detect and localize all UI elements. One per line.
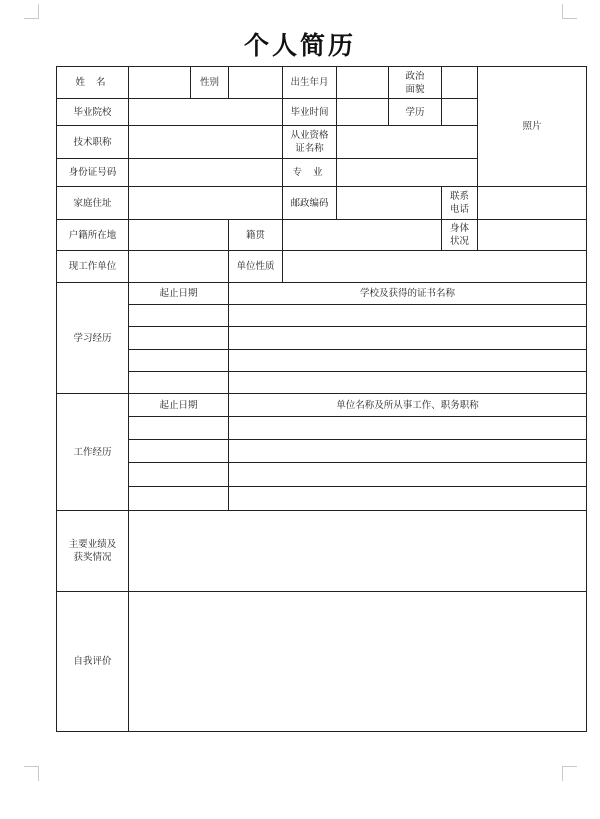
input-political[interactable] — [442, 67, 478, 99]
input-achievements[interactable] — [129, 511, 587, 592]
input-employer-type[interactable] — [283, 251, 587, 283]
work-date-cell[interactable] — [129, 417, 229, 440]
input-birth[interactable] — [337, 67, 389, 99]
input-major[interactable] — [337, 159, 478, 187]
label-qualification: 从业资格 证名称 — [283, 126, 337, 159]
work-desc-cell[interactable] — [229, 417, 587, 440]
input-postcode[interactable] — [337, 187, 442, 220]
work-desc-cell[interactable] — [229, 487, 587, 511]
input-gender[interactable] — [229, 67, 283, 99]
label-grad-time: 毕业时间 — [283, 99, 337, 126]
label-work: 工作经历 — [57, 394, 129, 511]
label-name: 姓 名 — [57, 67, 129, 99]
education-desc-cell[interactable] — [229, 372, 587, 394]
education-date-cell[interactable] — [129, 327, 229, 350]
crop-mark-top-left — [24, 4, 39, 19]
work-desc-cell[interactable] — [229, 440, 587, 463]
education-col-date: 起止日期 — [129, 283, 229, 305]
label-health: 身体 状况 — [442, 220, 478, 251]
crop-mark-bottom-left — [24, 766, 39, 781]
label-achievements: 主要业绩及 获奖情况 — [57, 511, 129, 592]
label-self-evaluation: 自我评价 — [57, 592, 129, 732]
label-employer-type: 单位性质 — [229, 251, 283, 283]
input-tech-title[interactable] — [129, 126, 283, 159]
label-education: 学习经历 — [57, 283, 129, 394]
label-degree: 学历 — [389, 99, 442, 126]
input-household[interactable] — [129, 220, 229, 251]
label-native-place: 籍贯 — [229, 220, 283, 251]
input-name[interactable] — [129, 67, 191, 99]
label-household: 户籍所在地 — [57, 220, 129, 251]
label-postcode: 邮政编码 — [283, 187, 337, 220]
input-current-employer[interactable] — [129, 251, 229, 283]
work-col-desc: 单位名称及所从事工作、职务职称 — [229, 394, 587, 417]
label-major: 专 业 — [283, 159, 337, 187]
education-col-desc: 学校及获得的证书名称 — [229, 283, 587, 305]
education-date-cell[interactable] — [129, 372, 229, 394]
label-tech-title: 技术职称 — [57, 126, 129, 159]
resume-table — [56, 66, 587, 732]
input-qualification[interactable] — [337, 126, 478, 159]
input-grad-time[interactable] — [337, 99, 389, 126]
education-desc-cell[interactable] — [229, 305, 587, 327]
work-date-cell[interactable] — [129, 463, 229, 487]
label-birth: 出生年月 — [283, 67, 337, 99]
label-gender: 性别 — [191, 67, 229, 99]
work-col-date: 起止日期 — [129, 394, 229, 417]
label-school: 毕业院校 — [57, 99, 129, 126]
input-native-place[interactable] — [283, 220, 442, 251]
label-id-number: 身份证号码 — [57, 159, 129, 187]
work-date-cell[interactable] — [129, 440, 229, 463]
work-desc-cell[interactable] — [229, 463, 587, 487]
photo-box[interactable]: 照片 — [478, 67, 587, 187]
label-current-employer: 现工作单位 — [57, 251, 129, 283]
input-id-number[interactable] — [129, 159, 283, 187]
label-phone: 联系 电话 — [442, 187, 478, 220]
input-health[interactable] — [478, 220, 587, 251]
input-degree[interactable] — [442, 99, 478, 126]
work-date-cell[interactable] — [129, 487, 229, 511]
input-phone[interactable] — [478, 187, 587, 220]
education-desc-cell[interactable] — [229, 327, 587, 350]
label-political: 政治 面貌 — [389, 67, 442, 99]
education-date-cell[interactable] — [129, 350, 229, 372]
education-date-cell[interactable] — [129, 305, 229, 327]
label-address: 家庭住址 — [57, 187, 129, 220]
crop-mark-bottom-right — [562, 766, 577, 781]
input-school[interactable] — [129, 99, 283, 126]
page-title: 个人简历 — [243, 31, 356, 60]
education-desc-cell[interactable] — [229, 350, 587, 372]
crop-mark-top-right — [562, 4, 577, 19]
input-address[interactable] — [129, 187, 283, 220]
input-self-evaluation[interactable] — [129, 592, 587, 732]
